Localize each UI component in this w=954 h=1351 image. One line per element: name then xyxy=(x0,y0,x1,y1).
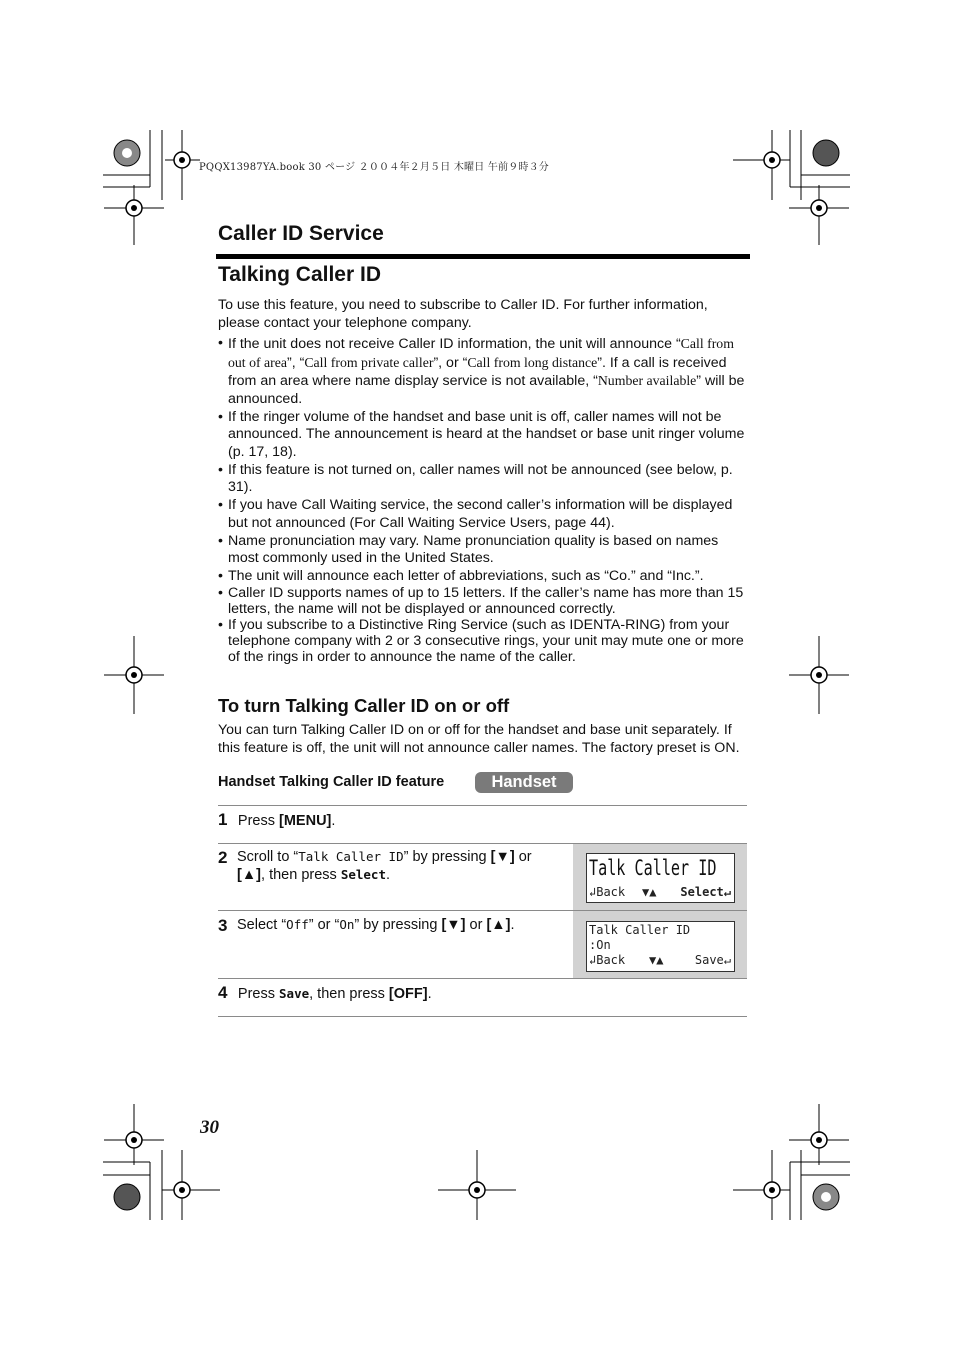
lcd-select: Select↵ xyxy=(680,885,731,899)
menu-key: [MENU] xyxy=(279,813,332,829)
subsection-title: To turn Talking Caller ID on or off xyxy=(218,695,510,716)
list-item: • The unit will announce each letter of abbreviations, such as “Co.” and “Inc.”. xyxy=(218,568,748,584)
up-key: [▲] xyxy=(237,867,262,883)
lcd-back: ↲Back xyxy=(589,885,626,899)
page-number: 30 xyxy=(200,1117,219,1138)
list-item: • If you subscribe to a Distinctive Ring Service (such as IDENTA-RING) from your telephone company with 2 or 3 consecutive rings, your unit may mute one or more of the rings in order to announce the name of the caller. xyxy=(218,617,748,665)
step-number: 3 xyxy=(218,916,228,935)
lcd-line-1: Talk Caller ID xyxy=(589,923,691,937)
lcd-save: Save↵ xyxy=(694,953,731,967)
step-1: 1 Press [MENU]. xyxy=(218,810,336,829)
list-item: • Caller ID supports names of up to 15 letters. If the caller’s name has more than 15 letters, the name will not be displayed or announced correctly. xyxy=(218,585,748,617)
lcd-screen-1 xyxy=(586,853,735,903)
step-number: 4 xyxy=(218,983,228,1002)
divider xyxy=(218,805,747,806)
page-title: Talking Caller ID xyxy=(218,263,381,286)
notes-list xyxy=(218,335,748,666)
lcd-screen-2 xyxy=(586,921,735,972)
section-title: Caller ID Service xyxy=(218,222,384,245)
list-item: • Name pronunciation may vary. Name pronunciation quality is based on names most commonly used in the United States. xyxy=(218,533,748,568)
list-item: • If the unit does not receive Caller ID information, the unit will announce “Call from out of area”, “Call from private caller”, or “Call from long distance”. If a call is received from an area where name display service is not available, “Number available” will be announced. xyxy=(218,335,748,408)
step-number: 1 xyxy=(218,810,228,829)
step-number: 2 xyxy=(218,848,228,867)
intro-paragraph: To use this feature, you need to subscribe to Caller ID. For further information, please contact your telephone company. xyxy=(218,297,708,331)
feature-heading: Handset Talking Caller ID feature xyxy=(218,774,445,790)
handset-badge: Handset xyxy=(475,772,573,793)
step-3: 3 Select “Off” or “On” by pressing [▼] or [▲]. xyxy=(218,916,515,935)
off-key: [OFF] xyxy=(388,986,428,1002)
step-4: 4 Press Save, then press [OFF]. xyxy=(218,983,432,1002)
up-key: [▲] xyxy=(486,917,511,933)
list-item: • If you have Call Waiting service, the second caller’s information will be displayed but not announced (For Call Waiting Service Users, page 44). xyxy=(218,497,748,532)
down-key: [▼] xyxy=(441,917,466,933)
divider xyxy=(218,1016,747,1017)
lcd-line-2: :On xyxy=(589,938,611,952)
step-2: 2 Scroll to “Talk Caller ID” by pressing [▼] or [▲], then press Select. xyxy=(218,848,532,883)
down-key: [▼] xyxy=(490,849,515,865)
lcd-arrows: ▼▲ xyxy=(649,953,664,967)
lcd-title: Talk Caller ID xyxy=(589,856,717,880)
lcd-back: ↲Back xyxy=(589,953,626,967)
list-item: • If the ringer volume of the handset and base unit is off, caller names will not be announced. The announcement is heard at the handset or base unit ringer volume (p. 17, 18). xyxy=(218,409,748,462)
running-header: PQQX13987YA.book 30 ページ ２００４年２月５日 木曜日 午前９時３分 xyxy=(199,162,550,173)
list-item: • If this feature is not turned on, caller names will not be announced (see below, p. 31). xyxy=(218,462,748,497)
lcd-arrows: ▼▲ xyxy=(642,885,657,899)
divider xyxy=(218,978,747,979)
subsection-intro: You can turn Talking Caller ID on or off for the handset and base unit separately. If this feature is off, the unit will not announce caller names. The factory preset is ON. xyxy=(218,722,740,756)
title-rule xyxy=(216,254,750,259)
